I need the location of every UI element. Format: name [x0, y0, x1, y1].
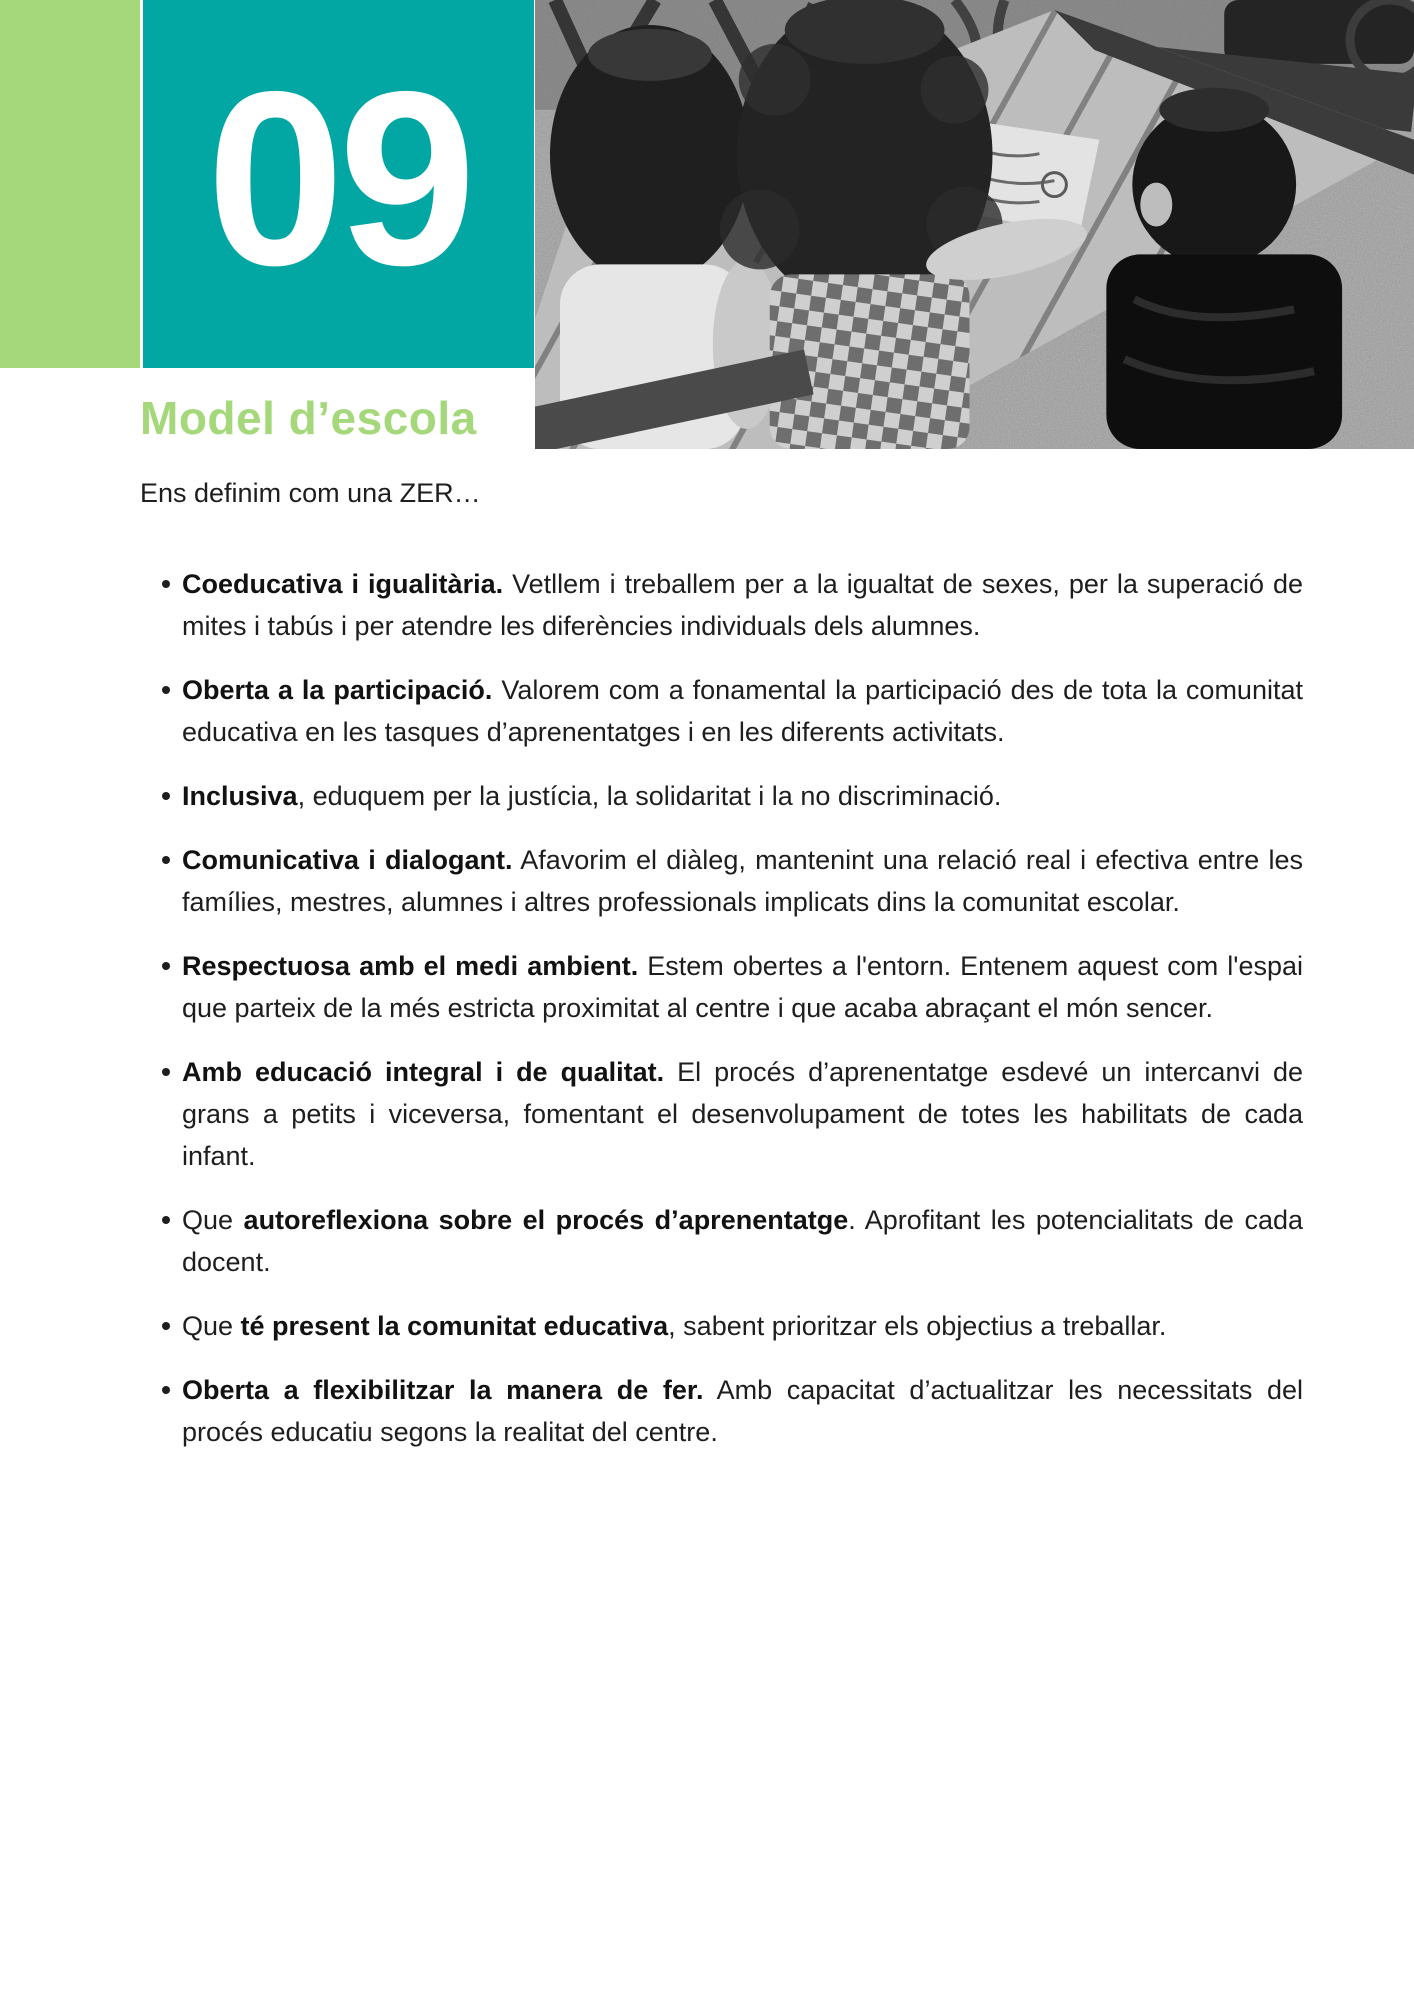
bullet-text: Vetllem i treballem per a la igualtat de sexes, per la superació de mites i tabús i per atendre les diferències individuals dels alumnes.: [182, 568, 1303, 641]
bullet-item: [140, 1369, 1303, 1453]
bullet-item: [140, 839, 1303, 923]
intro-text: Ens definim com una ZER…: [140, 477, 481, 508]
bullet-bold: Oberta a la participació.: [182, 674, 493, 705]
bullet-text: , sabent prioritzar els objectius a treballar.: [668, 1310, 1167, 1341]
bullet-bold: autoreflexiona sobre el procés d’aprenentatge: [243, 1204, 849, 1235]
bullet-item: [140, 1051, 1303, 1177]
bullet-text: El procés d’aprenentatge esdevé un intercanvi de grans a petits i viceversa, fomentant el desenvolupament de totes les habilitats de cada infant.: [182, 1056, 1303, 1171]
bullet-text: . Aprofitant les potencialitats de cada docent.: [182, 1204, 1303, 1277]
bullet-item: [140, 775, 1303, 817]
bullet-bold: Inclusiva: [182, 780, 298, 811]
bullet-bold: Oberta a flexibilitzar la manera de fer.: [182, 1374, 704, 1405]
bullet-text: Estem obertes a l'entorn. Entenem aquest com l'espai que parteix de la més estricta proximitat al centre i que acaba abraçant el món sencer.: [182, 950, 1304, 1023]
bullet-bold: Coeducativa i igualitària.: [182, 568, 504, 599]
page-title: Model d’escola: [140, 392, 477, 444]
bullet-prefix: Que: [182, 1310, 241, 1341]
bullet-bold: Respectuosa amb el medi ambient.: [182, 950, 639, 981]
bullet-item: [140, 1305, 1303, 1347]
bullet-prefix: Que: [182, 1204, 244, 1235]
bullet-text: Valorem com a fonamental la participació des de tota la comunitat educativa en les tasques d’aprenentatges i en les diferents activitats.: [182, 674, 1303, 747]
chapter-number: 09: [206, 39, 471, 317]
green-accent-bar: [0, 0, 140, 368]
bullet-text: Amb capacitat d’actualitzar les necessitats del procés educatiu segons la realitat del centre.: [182, 1374, 1303, 1447]
model-bullet-list: [140, 563, 1303, 1453]
bullet-text: Afavorim el diàleg, mantenint una relació real i efectiva entre les famílies, mestres, alumnes i altres professionals implicats dins la comunitat escolar.: [182, 844, 1303, 917]
bullet-text: , eduquem per la justícia, la solidaritat i la no discriminació.: [297, 780, 1002, 811]
bullet-item: [140, 1199, 1303, 1283]
bullet-item: [140, 669, 1303, 753]
children-photo: [535, 0, 1414, 449]
bullet-bold: Amb educació integral i de qualitat.: [182, 1056, 665, 1087]
bullet-bold: té present la comunitat educativa: [240, 1310, 669, 1341]
bullet-item: [140, 563, 1303, 647]
bullet-item: [140, 945, 1303, 1029]
chapter-number-block: [143, 0, 534, 368]
page-content: [140, 392, 1303, 1475]
bullet-bold: Comunicativa i dialogant.: [182, 844, 513, 875]
